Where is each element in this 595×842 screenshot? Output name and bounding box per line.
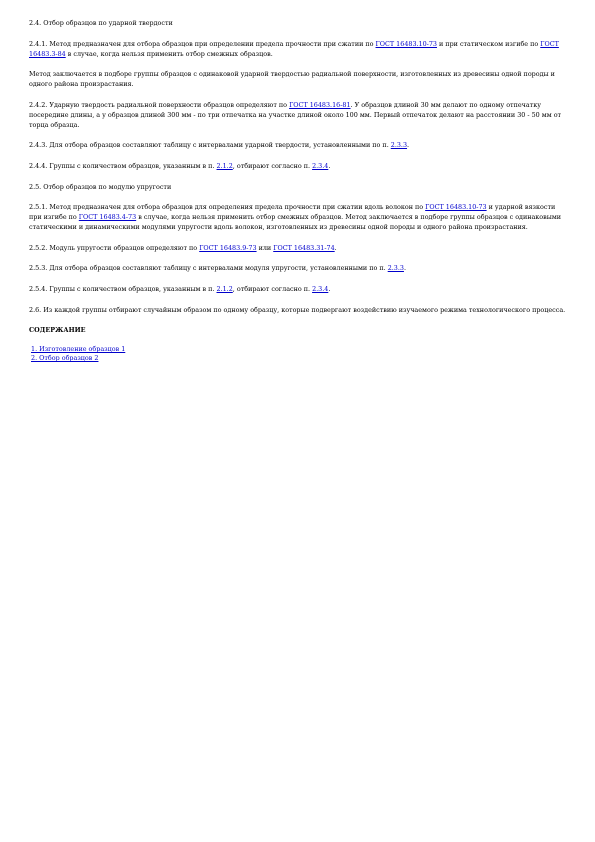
paragraph-text: 2.5.1. Метод предназначен для отбора образцов для определения предела прочности при сжатии вдоль волокон по — [29, 203, 426, 212]
gost-reference-link[interactable]: 2.3.3 — [390, 141, 408, 150]
gost-reference-link[interactable]: 2.3.3 — [387, 264, 404, 273]
paragraph-text: . — [328, 284, 331, 293]
gost-reference-link[interactable]: ГОСТ 16483.16-81 — [289, 100, 351, 109]
paragraph-text: в случае, когда нельзя применить отбор смежных образцов. Метод заключается в подборе группы образцов с одинаковыми статическими и динамическими модулями упругости вдоль волокон, изготовленных из древесины одной породы и одного района произрастания. — [29, 213, 562, 232]
paragraph-text: . — [328, 161, 331, 170]
paragraph — [29, 263, 569, 273]
table-of-contents — [31, 345, 569, 363]
paragraph — [29, 18, 569, 28]
paragraph-text: 2.5.3. Для отбора образцов составляют таблицу с интервалами модуля упругости, установленными по п. — [29, 264, 388, 273]
paragraph-text: 2.4.2. Ударную твердость радиальной поверхности образцов определяют по — [29, 100, 290, 109]
gost-reference-link[interactable]: ГОСТ 16483.10-73 — [375, 39, 437, 48]
paragraph-text: . У образцов длиной 30 мм делают по одному отпечатку посередине длины, а у образцов длиной 300 мм - по три отпечатка на участке длиной около 100 мм. Первый отпечаток делают на расстоянии 30 - 50 мм от торца образца. — [29, 100, 562, 129]
gost-reference-link[interactable]: ГОСТ 16483.3-84 — [29, 39, 559, 58]
paragraph-text: 2.4.3. Для отбора образцов составляют таблицу с интервалами ударной твердости, установленными по п. — [29, 141, 391, 150]
gost-reference-link[interactable]: 2.3.4 — [312, 284, 329, 293]
paragraph-text: 2.5.4. Группы с количеством образцов, указанным в п. — [29, 284, 217, 293]
toc-link-item[interactable]: 2. Отбор образцов 2 — [31, 354, 99, 363]
paragraph — [29, 69, 569, 89]
gost-reference-link[interactable]: ГОСТ 16483.9-73 — [199, 243, 257, 252]
paragraph-text: , отбирают согласно п. — [232, 284, 313, 293]
paragraph — [29, 100, 569, 130]
paragraph-text: 2.4. Отбор образцов по ударной твердости — [29, 19, 173, 27]
paragraph-list — [29, 18, 569, 315]
paragraph-text: . — [403, 264, 406, 273]
paragraph — [29, 243, 569, 253]
paragraph — [29, 140, 569, 150]
gost-reference-link[interactable]: ГОСТ 16483.31-74 — [273, 243, 335, 252]
paragraph-text: , отбирают согласно п. — [232, 161, 313, 170]
toc-link-item[interactable]: 1. Изготовление образцов 1 — [31, 345, 126, 354]
paragraph-text: 2.4.4. Группы с количеством образцов, указанным в п. — [29, 161, 217, 170]
gost-reference-link[interactable]: 2.3.4 — [312, 161, 329, 170]
paragraph-text: Метод заключается в подборе группы образцов с одинаковой ударной твердостью радиальной поверхности, изготовленных из древесины одной породы и одного района произрастания. — [29, 70, 555, 89]
paragraph — [29, 39, 569, 59]
paragraph — [29, 161, 569, 171]
gost-reference-link[interactable]: 2.1.2 — [216, 284, 233, 293]
paragraph — [29, 284, 569, 294]
paragraph-text: в случае, когда нельзя применить отбор смежных образцов. — [65, 49, 273, 58]
paragraph-text: . — [334, 243, 337, 252]
paragraph-text: и при статическом изгибе по — [436, 39, 541, 48]
gost-reference-link[interactable]: ГОСТ 16483.4-73 — [78, 213, 137, 222]
paragraph-text: 2.5.2. Модуль упругости образцов определяют по — [29, 243, 200, 252]
paragraph — [29, 182, 569, 192]
gost-reference-link[interactable]: 2.1.2 — [216, 161, 233, 170]
paragraph-text: 2.4.1. Метод предназначен для отбора образцов при определении предела прочности при сжатии по — [29, 39, 376, 48]
paragraph-text: и ударной вязкости при изгибе по — [29, 203, 556, 222]
paragraph-text: 2.5. Отбор образцов по модулю упругости — [29, 182, 172, 191]
paragraph — [29, 305, 569, 315]
paragraph-text: 2.6. Из каждой группы отбирают случайным образом по одному образцу, которые подвергают воздействию изучаемого режима технологического процесса. — [29, 305, 566, 314]
paragraph-text: . — [407, 141, 410, 150]
gost-reference-link[interactable]: ГОСТ 16483.10-73 — [425, 203, 487, 212]
paragraph-text: или — [256, 243, 274, 252]
document-body — [29, 18, 569, 363]
paragraph — [29, 202, 569, 232]
toc-title: СОДЕРЖАНИЕ — [29, 326, 86, 335]
